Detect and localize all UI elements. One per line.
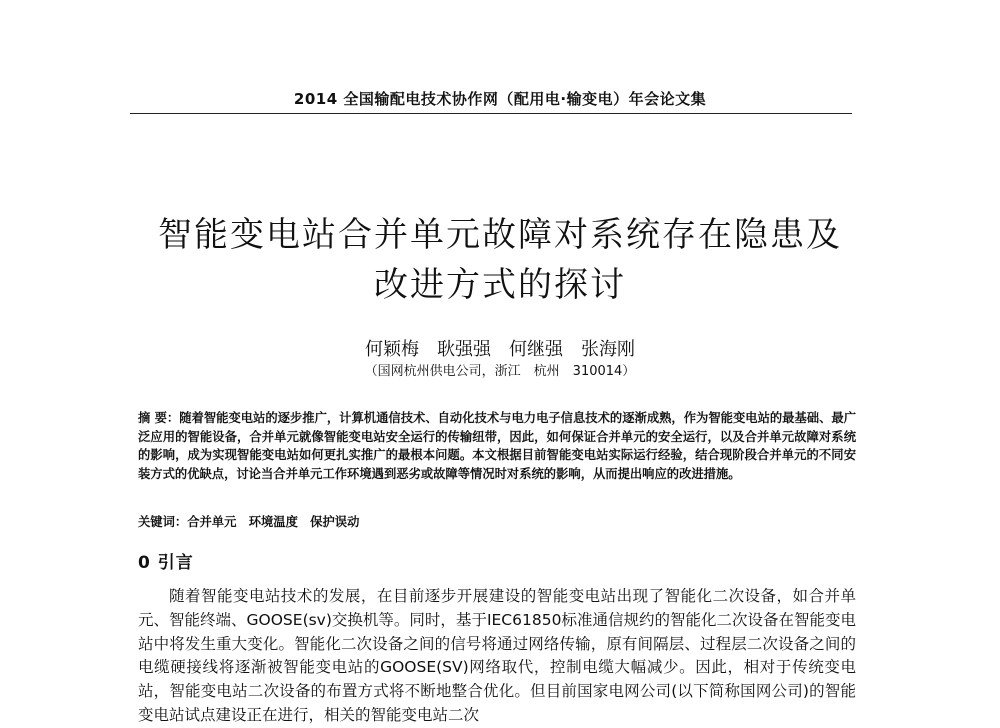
paper-title — [0, 210, 1000, 310]
abstract-label: 摘 要： — [138, 411, 180, 425]
section-heading: 0 引言 — [138, 553, 194, 573]
keywords-label: 关键词： — [138, 515, 188, 529]
title-line-2: 改进方式的探讨 — [374, 265, 626, 305]
abstract-text: 随着智能变电站的逐步推广，计算机通信技术、自动化技术与电力电子信息技术的逐渐成熟，作为智能变电站的最基础、最广泛应用的智能设备，合并单元就像智能变电站安全运行的传输纽带，因此，如何保证合并单元的安全运行，以及合并单元故障对系统的影响，成为实现智能变电站如何更扎实推广的最根本问题。本文根据目前智能变电站实际运行经验，结合现阶段合并单元的不同安装方式的优缺点，讨论当合并单元工作环境遇到恶劣或故障等情况时对系统的影响，从而提出响应的改进措施。 — [138, 411, 857, 481]
author-list: 何颖梅 耿强强 何继强 张海刚 — [365, 339, 635, 360]
affiliation: （国网杭州供电公司，浙江 杭州 310014） — [364, 364, 636, 379]
body-paragraph: 随着智能变电站技术的发展，在目前逐步开展建设的智能变电站出现了智能化二次设备，如合并单元、智能终端、GOOSE(sv)交换机等。同时，基于IEC61850标准通信规约的智能化二次设备在智能变电站中将发生重大变化。智能化二次设备之间的信号将通过网络传输，原有间隔层、过程层二次设备之间的电缆硬接线将逐渐被智能变电站的GOOSE(SV)网络取代，控制电缆大幅减少。因此，相对于传统变电站，智能变电站二次设备的布置方式将不断地整合优化。但目前国家电网公司(以下简称国网公司)的智能变电站试点建设正在进行，相关的智能变电站二次 — [138, 587, 856, 724]
abstract — [138, 409, 856, 483]
running-header: 2014 全国输配电技术协作网（配用电·输变电）年会论文集 — [293, 90, 707, 108]
title-line-1: 智能变电站合并单元故障对系统存在隐患及 — [158, 215, 842, 255]
keywords-text: 合并单元 环境温度 保护误动 — [187, 515, 360, 529]
header-divider — [130, 113, 852, 114]
keywords — [138, 512, 856, 530]
